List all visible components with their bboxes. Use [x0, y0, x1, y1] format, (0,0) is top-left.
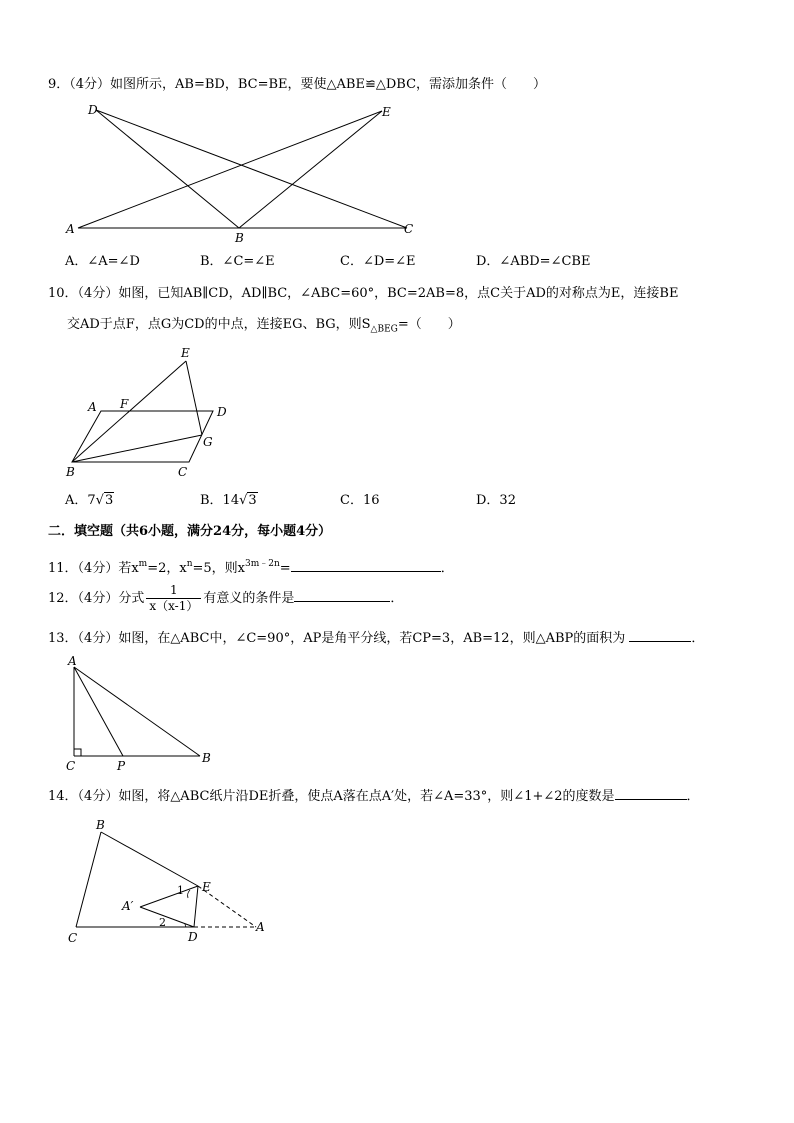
q9-option-b: B．∠C=∠E: [200, 254, 275, 269]
q12-stem: [48, 583, 403, 614]
q13-right-angle-mark: [74, 749, 81, 756]
q11-stem: [48, 555, 454, 578]
q14-line-A1E: [140, 886, 198, 907]
q13-figure: [60, 652, 220, 777]
q9-label-B: B: [235, 231, 244, 245]
q10-label-E: E: [181, 346, 190, 360]
q14-line-BE: [101, 832, 198, 886]
q14-tail: ．: [686, 789, 700, 804]
q9-option-c: C．∠D=∠E: [340, 254, 416, 269]
q10-line-BG: [72, 435, 202, 462]
q10-option-a-radical: √3: [95, 493, 114, 508]
q14-label-D: D: [188, 930, 198, 944]
q14-label-A-prime: A′: [122, 899, 134, 913]
q10-label-G: G: [203, 435, 213, 449]
q13-label-C: C: [66, 759, 76, 773]
q14-angle-1-arc: [188, 890, 190, 898]
q13-label-A: A: [68, 654, 77, 668]
q11-sup-n: n: [186, 559, 193, 569]
q14-answer-blank[interactable]: [615, 785, 687, 800]
q9-label-E: E: [382, 105, 391, 119]
q10-option-b-prefix: B．14: [200, 493, 240, 508]
q11-prefix: 11．（4分）若x: [48, 561, 139, 576]
q12-answer-blank[interactable]: [294, 587, 390, 602]
q14-label-B: B: [96, 818, 105, 832]
q14-label-A: A: [256, 920, 265, 934]
q9-line-DB: [96, 110, 239, 228]
q10-figure: [60, 345, 260, 485]
q9-option-d: D．∠ABD=∠CBE: [476, 254, 591, 269]
q10-option-a: [65, 492, 114, 510]
q12-prefix: 12．（4分）分式: [48, 591, 145, 606]
q11-sup-expr: 3m﹣2n: [245, 559, 280, 569]
q14-line-ED-fold: [194, 886, 198, 927]
q11-mid1: =2，x: [147, 561, 187, 576]
q10-option-a-radicand: 3: [104, 493, 114, 508]
q13-line-AB: [74, 667, 200, 756]
q12-fraction: [146, 583, 201, 614]
q10-stem-line2-text: 交AD于点F，点G为CD的中点，连接EG、BG，则S: [67, 317, 371, 332]
q10-line-EG: [186, 361, 202, 435]
q11-sup-m: m: [138, 559, 148, 569]
q10-stem-end: =（ ）: [397, 317, 461, 332]
q14-stem: [48, 785, 700, 806]
q10-option-b-radicand: 3: [248, 493, 257, 508]
q10-option-a-prefix: A．7: [65, 493, 96, 508]
q10-option-c: C．16: [340, 493, 380, 508]
q9-label-C: C: [404, 222, 414, 236]
q9-stem: 9．（4分）如图所示，AB=BD，BC=BE，要使△ABE≌△DBC，需添加条件（ ）: [48, 77, 547, 92]
q10-option-b-radical: √3: [239, 493, 257, 508]
q13-stem-text: 13．（4分）如图，在△ABC中，∠C=90°，AP是角平分线，若CP=3，AB=12，则△ABP的面积为: [48, 631, 626, 646]
q10-label-A: A: [88, 400, 97, 414]
q14-figure: [60, 815, 280, 945]
q11-end: =: [279, 561, 291, 576]
q10-option-b: [200, 492, 258, 510]
q13-line-AP: [74, 667, 123, 756]
q9-figure: [60, 100, 420, 245]
q10-parallelogram-ABCD: [72, 411, 213, 462]
q14-label-E: E: [202, 880, 211, 894]
q10-label-C: C: [178, 465, 188, 479]
q14-angle-1-label: 1: [177, 884, 184, 897]
q14-line-BC: [76, 832, 101, 927]
q12-fraction-denominator: x（x-1）: [149, 599, 199, 613]
q10-label-D: D: [217, 405, 227, 419]
q13-label-P: P: [117, 759, 126, 773]
q14-angle-2-label: 2: [159, 916, 166, 929]
q10-stem-line1: 10．（4分）如图，已知AB∥CD，AD∥BC，∠ABC=60°，BC=2AB=8，点C关于AD的对称点为E，连接BE: [48, 286, 679, 301]
q9-line-AE: [78, 111, 382, 228]
q13-answer-blank[interactable]: [629, 627, 691, 642]
q11-mid2: =5，则x: [192, 561, 245, 576]
q12-suffix: 有意义的条件是: [203, 591, 295, 606]
q12-fraction-numerator: 1: [146, 583, 201, 599]
q10-stem-line2: [67, 316, 461, 339]
q13-stem: [48, 627, 704, 648]
section2-title: 二．填空题（共6小题，满分24分，每小题4分）: [48, 524, 332, 539]
q10-label-F: F: [120, 397, 129, 411]
q12-tail: ．: [390, 591, 404, 606]
q13-label-B: B: [202, 751, 211, 765]
q9-label-D: D: [88, 103, 98, 117]
q11-tail: ．: [440, 561, 454, 576]
q11-answer-blank[interactable]: [291, 557, 441, 572]
q9-line-DC: [96, 110, 407, 228]
q9-label-A: A: [66, 222, 75, 236]
q10-label-B: B: [66, 465, 75, 479]
q14-label-C: C: [68, 931, 78, 945]
q10-option-d: D．32: [476, 493, 516, 508]
q9-option-a: A．∠A=∠D: [65, 254, 140, 269]
q14-line-A1D: [140, 907, 194, 927]
q14-stem-text: 14．（4分）如图，将△ABC纸片沿DE折叠，使点A落在点A′处，若∠A=33°，则∠1+∠2的度数是: [48, 789, 615, 804]
q13-tail: ．: [691, 631, 705, 646]
q10-stem-subscript: △BEG: [370, 324, 398, 335]
